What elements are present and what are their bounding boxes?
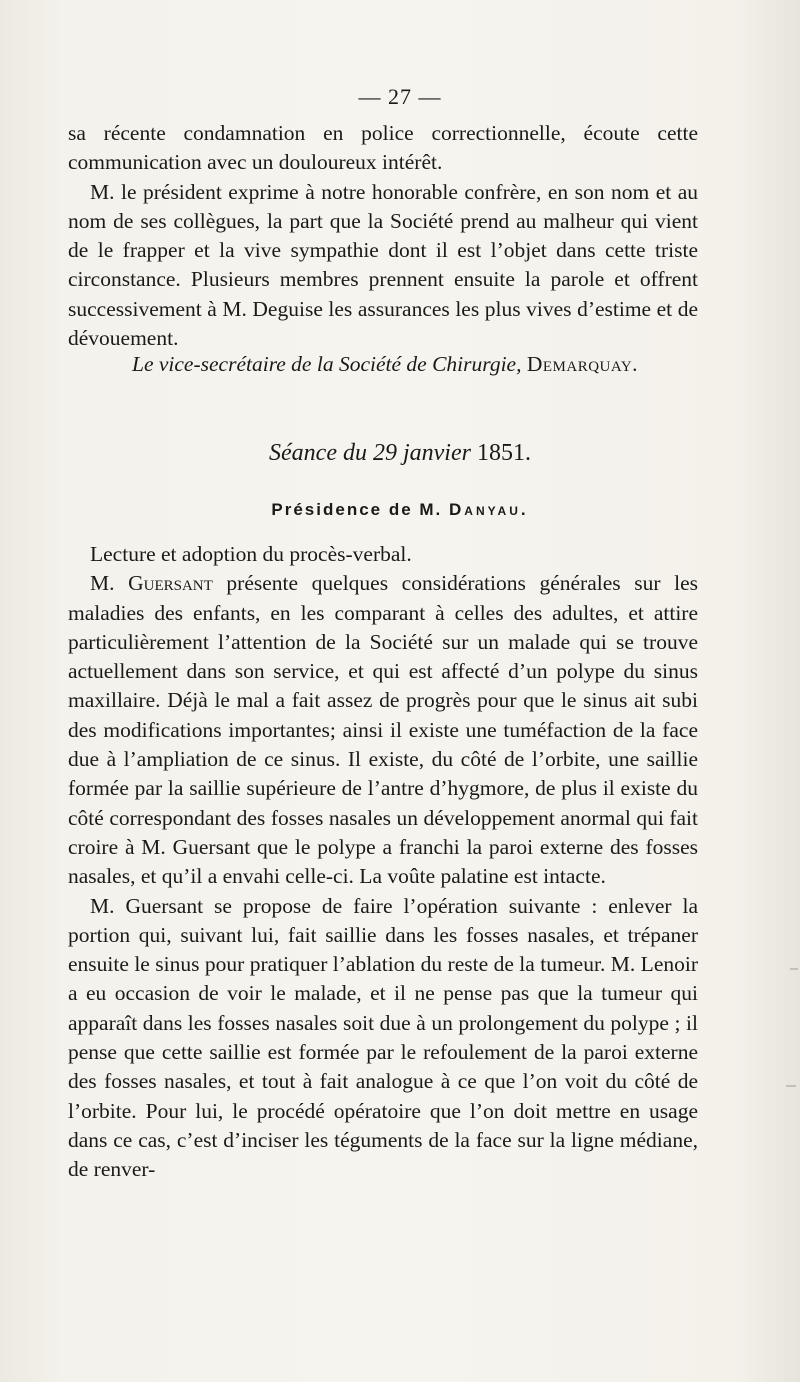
guersant-name: Guersant bbox=[128, 571, 213, 596]
presidence-prefix: Présidence de M. bbox=[271, 500, 443, 519]
seance-day: 29 bbox=[372, 440, 397, 466]
seance-year: 1851. bbox=[476, 440, 531, 466]
seance-month: janvier bbox=[402, 440, 471, 466]
signature-title: Le vice-secrétaire de la Société de Chirurgie, bbox=[132, 352, 522, 376]
paragraph-operation: M. Guersant se propose de faire l’opération suivante : enlever la portion qui, suivant lui, fait saillie dans les fosses nasales, et trépaner ensuite le sinus pour pratiquer l’ablation du reste de la tumeur. M. Lenoir a eu occasion de voir le malade, et il ne pense pas que la tumeur qui apparaît dans les fosses nasales soit due à un prolongement du polype ; il pense que cette saillie est formée par le refoulement de la paroi externe des fosses nasales, et tout à fait analogue à ce que l’on voit du côté de l’orbite. Pour lui, le procédé opératoire que l’on doit mettre en usage dans ce cas, c’est d’inciser les téguments de la face sur la ligne médiane, de renver- bbox=[68, 893, 698, 1182]
paragraph-condamnation: sa récente condamnation en police correctionnelle, écoute cette communication avec un douloureux intérêt. bbox=[68, 121, 698, 175]
seance-prefix: Séance du bbox=[269, 440, 367, 466]
presidence-heading bbox=[0, 500, 800, 520]
paragraph-lecture: Lecture et adoption du procès-verbal. bbox=[90, 542, 412, 566]
text-block-bottom bbox=[68, 540, 698, 1185]
presidence-name: Danyau. bbox=[449, 500, 529, 519]
margin-mark bbox=[786, 1085, 796, 1087]
paragraph-guersant bbox=[68, 569, 698, 891]
signature-line bbox=[132, 352, 638, 377]
text-block-top bbox=[68, 119, 698, 353]
seance-heading bbox=[0, 440, 800, 467]
page-number: — 27 — bbox=[358, 84, 442, 109]
guersant-lead: M. bbox=[90, 571, 115, 596]
guersant-text: présente quelques considérations générales sur les maladies des enfants, en les comparant à celles des adultes, et attire particulièrement l’attention de la Société sur un malade qui se trouve actuellement dans son service, et qui est affecté d’un polype du sinus maxillaire. Déjà le mal a fait assez de progrès pour que le sinus ait subi des modifications importantes; ainsi il existe une tuméfaction de la face due à l’ampliation de ce sinus. Il existe, du côté de l’orbite, une saillie formée par la saillie supérieure de l’antre d’hygmore, de plus il existe du côté correspondant des fosses nasales un développement anormal qui fait croire à M. Guersant que le polype a franchi la paroi externe des fosses nasales, et qu’il a envahi celle-ci. La voûte palatine est intacte. bbox=[68, 571, 699, 889]
margin-mark bbox=[790, 968, 798, 970]
paragraph-president: M. le président exprime à notre honorable confrère, en son nom et au nom de ses collègues, la part que la Société prend au malheur qui vient de le frapper et la vive sympathie dont il est l’objet dans cette triste circonstance. Plusieurs membres prennent ensuite la parole et offrent successivement à M. Deguise les assurances les plus vives d’estime et de dévouement. bbox=[68, 179, 698, 351]
signature-name: Demarquay. bbox=[526, 352, 639, 376]
